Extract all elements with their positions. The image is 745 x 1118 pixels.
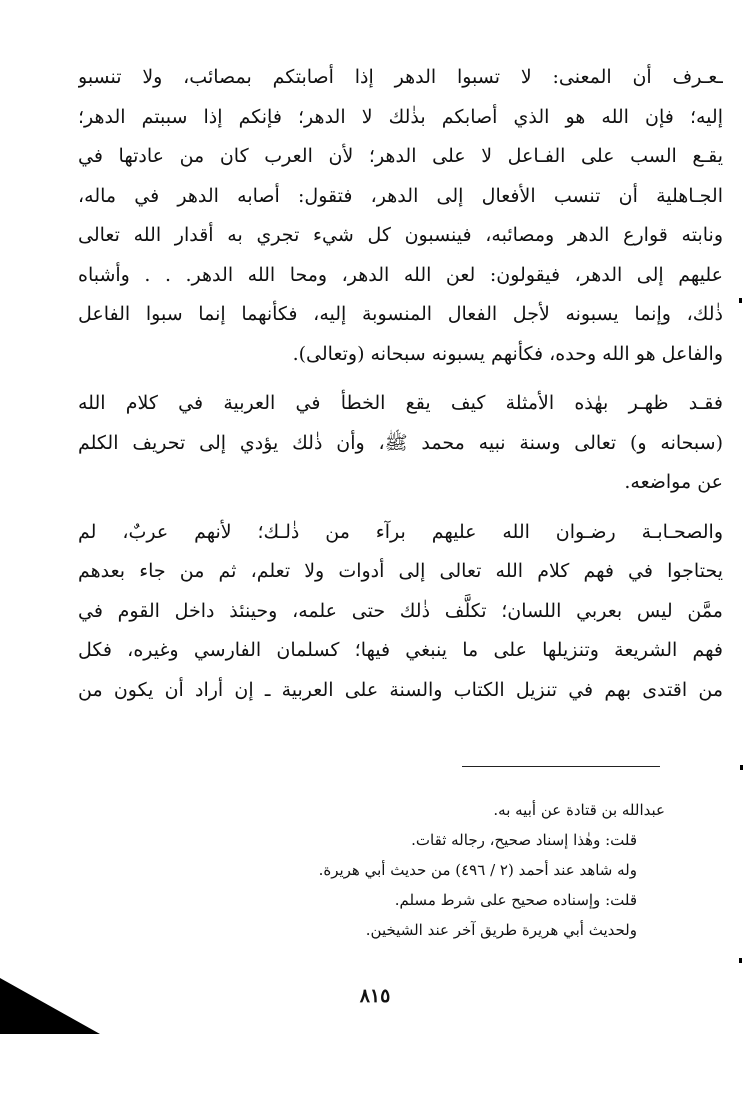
footnote-divider	[462, 766, 660, 767]
footnote-line: وله شاهد عند أحمد (٢ / ٤٩٦) من حديث أبي هريرة.	[318, 861, 637, 879]
margin-speck	[739, 958, 742, 963]
main-text	[78, 58, 723, 710]
paragraph-1	[78, 58, 723, 374]
text-line: إليه؛ فإن الله هو الذي أصابكم بذٰلك لا الدهر؛ فإنكم إذا سببتم الدهر؛	[78, 105, 723, 128]
margin-speck	[740, 765, 743, 770]
text-line: (سبحانه و) تعالى وسنة نبيه محمد ﷺ، وأن ذٰلك يؤدي إلى تحريف الكلم	[78, 431, 723, 454]
margin-speck	[739, 298, 742, 303]
page-number: ٨١٥	[359, 985, 391, 1007]
text-line: ذٰلك، وإنما يسبونه لأجل الفعال المنسوبة إليه، فكأنهما إنما سبوا الفاعل	[78, 303, 723, 325]
footnotes	[160, 795, 665, 945]
text-line: والفاعل هو الله وحده، فكأنهم يسبونه سبحانه (وتعالى).	[292, 342, 723, 365]
text-line: والصحـابـة رضـوان الله عليهم برآء من ذٰلـك؛ لأنهم عربٌ، لم	[78, 520, 723, 543]
paragraph-gap	[78, 503, 723, 513]
footnote-line: عبدالله بن قتادة عن أبيه به.	[493, 801, 665, 819]
footnote-line: قلت: وهٰذا إسناد صحيح، رجاله ثقات.	[411, 831, 637, 849]
paragraph-gap	[78, 374, 723, 384]
text-line: الجـاهلية أن تنسب الأفعال إلى الدهر، فتقول: أصابه الدهر في ماله،	[78, 184, 723, 207]
text-line: فقـد ظهـر بهٰذه الأمثلة كيف يقع الخطأ في العربية في كلام الله	[78, 392, 723, 414]
text-line: ـعـرف أن المعنى: لا تسبوا الدهر إذا أصابتكم بمصائب، ولا تنسبو	[78, 66, 723, 88]
text-line: من اقتدى بهم في تنزيل الكتاب والسنة على العربية ـ إن أراد أن يكون من	[78, 678, 723, 701]
text-line: يقـع السب على الفـاعل لا على الدهر؛ لأن العرب كان من عادتها في	[78, 145, 723, 167]
text-line: ونابته قوارع الدهر ومصائبه، فينسبون كل شيء تجري به أقدار الله تعالى	[78, 224, 723, 246]
text-line: عليهم إلى الدهر، فيقولون: لعن الله الدهر، ومحا الله الدهر. . . وأشباه	[78, 263, 723, 286]
text-line: عن مواضعه.	[624, 471, 723, 493]
footnote-line: ولحديث أبي هريرة طريق آخر عند الشيخين.	[365, 921, 637, 939]
scan-corner-shadow	[0, 978, 100, 1034]
paragraph-2	[78, 384, 723, 503]
text-line: يحتاجوا في فهم كلام الله تعالى إلى أدوات ولا تعلم، ثم من جاء بعدهم	[78, 560, 723, 582]
paragraph-3	[78, 513, 723, 711]
footnote-line: قلت: وإسناده صحيح على شرط مسلم.	[394, 891, 637, 909]
text-line: ممَّن ليس بعربي اللسان؛ تكلَّف ذٰلك حتى علمه، وحينئذ داخل القوم في	[78, 599, 723, 622]
text-line: فهم الشريعة وتنزيلها على ما ينبغي فيها؛ كسلمان الفارسي وغيره، فكل	[78, 639, 723, 661]
